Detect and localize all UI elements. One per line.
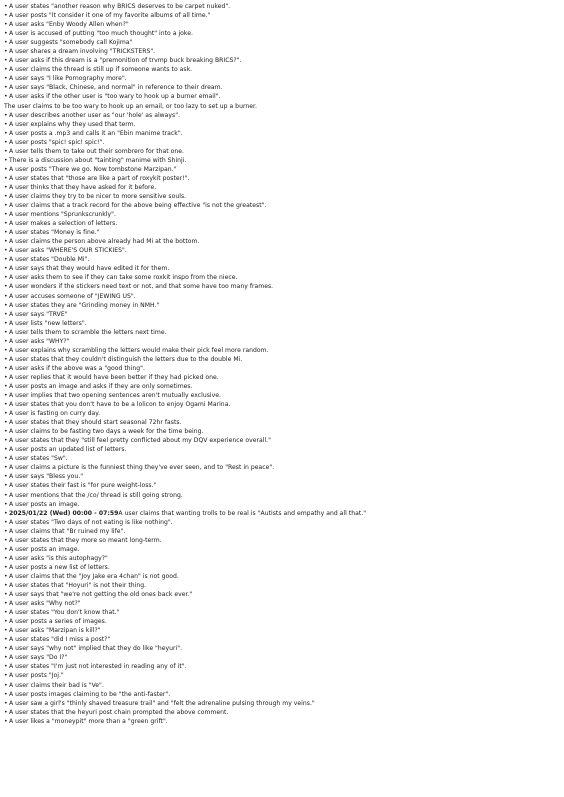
log-entry	[4, 47, 564, 56]
log-entry	[4, 699, 564, 708]
bullet-icon: •	[4, 500, 8, 508]
bullet-icon: •	[4, 138, 8, 146]
bullet-icon: •	[4, 21, 8, 29]
bullet-icon: •	[4, 274, 8, 282]
log-entry	[4, 319, 564, 328]
bullet-icon: •	[4, 238, 8, 246]
entry-text: A user posts a new list of letters.	[9, 563, 110, 571]
log-entry	[4, 264, 564, 273]
bullet-icon: •	[4, 455, 8, 463]
bullet-icon: •	[4, 220, 8, 228]
log-entry	[4, 210, 564, 219]
bullet-icon: •	[4, 563, 8, 571]
entry-text: A user states that they couldn't distinguish the letters due to the double Mi.	[9, 355, 243, 363]
bullet-icon: •	[4, 256, 8, 264]
log-entry	[4, 617, 564, 626]
bullet-icon: •	[4, 147, 8, 155]
entry-text: A user posts a .mp3 and calls it an "Ebin manime track".	[9, 129, 183, 137]
log-entry	[4, 237, 564, 246]
bullet-icon: •	[4, 636, 8, 644]
bullet-icon: •	[4, 84, 8, 92]
bullet-icon: •	[4, 364, 8, 372]
entry-text: A user mentions that the /co/ thread is still going strong.	[9, 491, 183, 499]
bullet-icon: •	[4, 373, 8, 381]
log-entry	[4, 2, 564, 11]
entry-text: A user asks "Marzipan is kill?"	[9, 627, 101, 635]
log-entry	[4, 20, 564, 29]
bullet-icon: •	[4, 229, 8, 237]
bullet-icon: •	[4, 283, 8, 291]
log-entry	[4, 228, 564, 237]
entry-text: A user tells them to scramble the letters next time.	[9, 328, 167, 336]
entry-text: A user claims their bad is "Ve".	[9, 681, 104, 689]
bullet-icon: •	[4, 717, 8, 725]
log-entry	[4, 590, 564, 599]
bullet-icon: •	[4, 509, 8, 517]
entry-text: A user says "Do I?"	[9, 654, 68, 662]
entry-text: A user asks them to see if they can take some roxkit inspo from the niece.	[9, 274, 238, 282]
bullet-icon: •	[4, 600, 8, 608]
bullet-icon: •	[4, 627, 8, 635]
entry-text: A user explains why scrambling the letters would make their pick feel more random.	[9, 346, 269, 354]
log-entry	[4, 545, 564, 554]
entry-text: A user states their fast is "for pure weight-loss."	[9, 482, 157, 490]
log-entry	[4, 183, 564, 192]
log-entry	[4, 165, 564, 174]
entry-text: A user replies that it would have been better if they had picked one.	[9, 373, 219, 381]
log-entry	[4, 608, 564, 617]
bullet-icon: •	[4, 211, 8, 219]
log-entry	[4, 337, 564, 346]
entry-text: A user states "did I miss a post?"	[9, 636, 111, 644]
bullet-icon: •	[4, 66, 8, 74]
entry-text: A user posts an image.	[9, 545, 80, 553]
bullet-icon: •	[4, 346, 8, 354]
log-entry	[4, 111, 564, 120]
log-entry	[4, 83, 564, 92]
bullet-icon: •	[4, 545, 8, 553]
entry-text: A user states that the heyuri post chain prompted the above comment.	[9, 708, 229, 716]
log-entry	[4, 635, 564, 644]
entry-text: A user states that "Hoyuri" is not their thing.	[9, 582, 147, 589]
bullet-icon: •	[4, 202, 8, 210]
bullet-icon: •	[4, 419, 8, 427]
log-entry	[4, 373, 564, 382]
log-entry	[4, 147, 564, 156]
bullet-icon: •	[4, 473, 8, 481]
log-entry	[4, 491, 564, 500]
entry-text: A user claims the thread is still up if someone wants to ask.	[9, 66, 193, 74]
entry-text: A user likes a "moneypit" more than a "green grift".	[9, 717, 168, 725]
entry-text: A user accuses someone of "JEWING US".	[9, 292, 136, 300]
entry-text: A user states "another reason why BRICS deserves to be carpet nuked".	[9, 3, 231, 10]
log-entry	[4, 56, 564, 65]
log-entry	[4, 174, 564, 183]
bullet-icon: •	[4, 310, 8, 318]
log-entry	[4, 644, 564, 653]
entry-text: A user says "TRVE"	[9, 310, 68, 318]
log-entry	[4, 509, 564, 518]
log-entry	[4, 92, 564, 101]
bullet-icon: •	[4, 39, 8, 47]
entry-text: A user states that "those are like a part of roxykit poster!".	[9, 174, 190, 182]
entry-text: A user posts an updated list of letters.	[9, 446, 127, 454]
bullet-icon: •	[4, 690, 8, 698]
entry-text: A user posts "It consider it one of my favorite albums of all time."	[9, 12, 211, 20]
entry-text: A user describes another user as "our 'hole' as always".	[9, 111, 181, 119]
entry-text: A user states "Sw".	[9, 455, 68, 463]
bullet-icon: •	[4, 165, 8, 173]
log-entry	[4, 681, 564, 690]
log-entry	[4, 418, 564, 427]
log-entry	[4, 527, 564, 536]
entry-text: A user says "Bless you."	[9, 473, 84, 481]
bullet-icon: •	[4, 428, 8, 436]
entry-text: A user posts an image.	[9, 500, 80, 508]
bullet-icon: •	[4, 527, 8, 535]
bullet-icon: •	[4, 111, 8, 119]
log-entry	[4, 481, 564, 490]
log-entry	[4, 454, 564, 463]
log-entry	[4, 201, 564, 210]
bullet-icon: •	[4, 654, 8, 662]
bullet-icon: •	[4, 482, 8, 490]
log-entry	[4, 463, 564, 472]
bullet-icon: •	[4, 174, 8, 182]
bullet-icon: •	[4, 536, 8, 544]
bullet-icon: •	[4, 491, 8, 499]
bullet-icon: •	[4, 30, 8, 38]
log-entry	[4, 391, 564, 400]
entry-text: A user says "Black, Chinese, and normal" in reference to their dream.	[9, 84, 223, 92]
entry-text: The user claims to be too wary to hook up an email, or too lazy to set up a burner.	[4, 102, 257, 110]
log-entry	[4, 219, 564, 228]
entry-text: A user states "You don't know that."	[9, 609, 120, 617]
entry-text: A user claims that "Br ruined my life".	[9, 527, 126, 535]
bullet-icon: •	[4, 328, 8, 336]
entry-text: A user states that they should start seasonal 72hr fasts.	[9, 419, 182, 427]
entry-text: A user asks "WHERE'S OUR STICKIES".	[9, 247, 127, 255]
bullet-icon: •	[4, 554, 8, 562]
entry-text: A user says that "we're not getting the old ones back ever."	[9, 591, 193, 599]
bullet-icon: •	[4, 645, 8, 653]
bullet-icon: •	[4, 319, 8, 327]
bullet-icon: •	[4, 446, 8, 454]
bullet-icon: •	[4, 572, 8, 580]
entry-text: A user saw a girl's "thinly shaved treasure trail" and "felt the adrenaline pulsing through my veins."	[9, 699, 315, 707]
entry-text: A user says "I like Pornography more".	[9, 75, 127, 83]
entry-text: A user states that they "still feel pretty conflicted about my DQV experience overall."	[9, 437, 271, 445]
log-entry	[4, 626, 564, 635]
bullet-icon: •	[4, 192, 8, 200]
log-entry	[4, 581, 564, 590]
entry-text: A user asks if the other user is "too wary to hook up a burner email".	[9, 93, 221, 101]
entry-text: A user asks "Enby Woody Allen when?"	[9, 21, 129, 29]
log-entry	[4, 129, 564, 138]
log-entry	[4, 255, 564, 264]
entry-text: A user states they are "Grinding money in NMH."	[9, 301, 160, 309]
entry-text: A user wonders if the stickers need text or not, and that some have too many frames.	[9, 283, 274, 291]
entry-text: A user asks if the above was a "good thing".	[9, 364, 145, 372]
log-entry	[4, 445, 564, 454]
bullet-icon: •	[4, 292, 8, 300]
entry-text: A user posts "There we go. Now tombstone Marzipan."	[9, 165, 177, 173]
log-entry	[4, 500, 564, 509]
entry-text: A user tells them to take out their sombrero for that one.	[9, 147, 185, 155]
bullet-icon: •	[4, 464, 8, 472]
log-entry	[4, 102, 564, 111]
log-entry	[4, 328, 564, 337]
log-entry	[4, 310, 564, 319]
entry-text: A user claims the person above already had Mi at the bottom.	[9, 238, 200, 246]
log-entry	[4, 436, 564, 445]
bullet-icon: •	[4, 401, 8, 409]
bullet-icon: •	[4, 247, 8, 255]
log-entry	[4, 382, 564, 391]
log-entry	[4, 690, 564, 699]
entry-text: A user is accused of putting "too much thought" into a joke.	[9, 30, 193, 38]
entry-text: A user says that they would have edited it for them.	[9, 265, 170, 273]
entry-text: A user claims that wanting trolls to be real is "Autists and empathy and all that."	[118, 509, 367, 517]
entry-text: A user shares a dream involving "TRICKSTERS".	[9, 48, 156, 56]
bullet-icon: •	[4, 120, 8, 128]
log-entry	[4, 427, 564, 436]
entry-text: A user suggests "somebody call Kojima"	[9, 39, 133, 47]
entry-text: A user asks "is this autophagy?"	[9, 554, 108, 562]
entry-text: A user claims a picture is the funniest thing they've ever seen, and to "Rest in peace".	[9, 464, 275, 472]
log-entry	[4, 11, 564, 20]
bullet-icon: •	[4, 337, 8, 345]
bullet-icon: •	[4, 681, 8, 689]
bullet-icon: •	[4, 699, 8, 707]
bullet-icon: •	[4, 265, 8, 273]
log-entry	[4, 472, 564, 481]
log-entry	[4, 29, 564, 38]
bullet-icon: •	[4, 93, 8, 101]
log-entry	[4, 409, 564, 418]
entry-text: A user posts "Joj."	[9, 672, 64, 680]
bullet-icon: •	[4, 663, 8, 671]
log-entry	[4, 120, 564, 129]
entry-text: A user states "I'm just not interested in reading any of it".	[9, 663, 187, 671]
bullet-icon: •	[4, 618, 8, 626]
entry-text: A user makes a selection of letters.	[9, 220, 118, 228]
log-entry	[4, 563, 564, 572]
bullet-icon: •	[4, 392, 8, 400]
log-entry	[4, 282, 564, 291]
log-entry	[4, 138, 564, 147]
log-entry	[4, 717, 564, 726]
bullet-icon: •	[4, 156, 8, 164]
bullet-icon: •	[4, 75, 8, 83]
entry-text: A user thinks that they have asked for it before.	[9, 183, 157, 191]
bullet-icon: •	[4, 410, 8, 418]
log-entry	[4, 346, 564, 355]
log-entry	[4, 653, 564, 662]
entry-text: There is a discussion about "tainting" manime with Shinji.	[9, 156, 187, 164]
bullet-icon: •	[4, 582, 8, 589]
log-entry	[4, 400, 564, 409]
bullet-icon: •	[4, 48, 8, 56]
entry-text: A user lists "new letters".	[9, 319, 87, 327]
bullet-icon: •	[4, 3, 8, 10]
log-entry	[4, 74, 564, 83]
entry-text: A user implies that two opening sentences aren't mutually exclusive.	[9, 392, 221, 400]
log-entry	[4, 536, 564, 545]
bullet-icon: •	[4, 301, 8, 309]
log-entry	[4, 192, 564, 201]
entry-text: A user states "Two days of not eating is like nothing".	[9, 518, 173, 526]
bullet-icon: •	[4, 355, 8, 363]
log-entry	[4, 572, 564, 581]
entry-text: A user claims to be fasting two days a week for the time being.	[9, 428, 204, 436]
bullet-icon: •	[4, 382, 8, 390]
entry-text: A user claims that the "Joy Jake era 4chan" is not good.	[9, 572, 179, 580]
timestamp: 2025/01/22 (Wed) 00:00 - 07:59	[9, 509, 119, 517]
bullet-icon: •	[4, 708, 8, 716]
log-entry	[4, 662, 564, 671]
log-entry	[4, 554, 564, 563]
entry-text: A user states that they more so meant long-term.	[9, 536, 162, 544]
bullet-icon: •	[4, 57, 8, 65]
entry-text: A user posts images claiming to be "the anti-faster".	[9, 690, 171, 698]
log-entry	[4, 364, 564, 373]
entry-text: A user asks "Why not?"	[9, 600, 81, 608]
log-entry	[4, 599, 564, 608]
entry-text: A user posts "spic! spic! spic!".	[9, 138, 105, 146]
bullet-icon: •	[4, 183, 8, 191]
entry-text: A user asks "WHY?"	[9, 337, 70, 345]
entry-text: A user claims they try to be nicer to more sensitive souls.	[9, 192, 187, 200]
log-entry	[4, 518, 564, 527]
entry-text: A user states "Money is fine."	[9, 229, 100, 237]
bullet-icon: •	[4, 672, 8, 680]
log-entry	[4, 273, 564, 282]
entry-text: A user posts a series of images.	[9, 618, 107, 626]
log-entry	[4, 292, 564, 301]
log-entry	[4, 246, 564, 255]
entry-text: A user asks if this dream is a "premonition of trvmp buck breaking BRICS?".	[9, 57, 242, 65]
bullet-icon: •	[4, 518, 8, 526]
entry-text: A user claims that a track record for the above being effective "is not the greatest".	[9, 202, 267, 210]
entry-text: A user mentions "Sprunkscrunkly".	[9, 211, 116, 219]
entry-text: A user says "why not" implied that they do like "heyuri".	[9, 645, 183, 653]
log-entry	[4, 708, 564, 717]
entry-text: A user posts an image and asks if they are only sometimes.	[9, 382, 193, 390]
entry-text: A user states "Double Mi".	[9, 256, 90, 264]
log-entry	[4, 301, 564, 310]
log-entry	[4, 355, 564, 364]
bullet-icon: •	[4, 591, 8, 599]
log-entry	[4, 65, 564, 74]
log-entry	[4, 156, 564, 165]
bullet-icon: •	[4, 12, 8, 20]
entry-text: A user explains why they used that term.	[9, 120, 136, 128]
entry-text: A user states that you don't have to be a lolicon to enjoy Ogami Marina.	[9, 401, 231, 409]
log-entry	[4, 38, 564, 47]
bullet-icon: •	[4, 437, 8, 445]
bullet-icon: •	[4, 129, 8, 137]
entry-text: A user is fasting on curry day.	[9, 410, 101, 418]
bullet-icon: •	[4, 609, 8, 617]
log-entry	[4, 671, 564, 680]
